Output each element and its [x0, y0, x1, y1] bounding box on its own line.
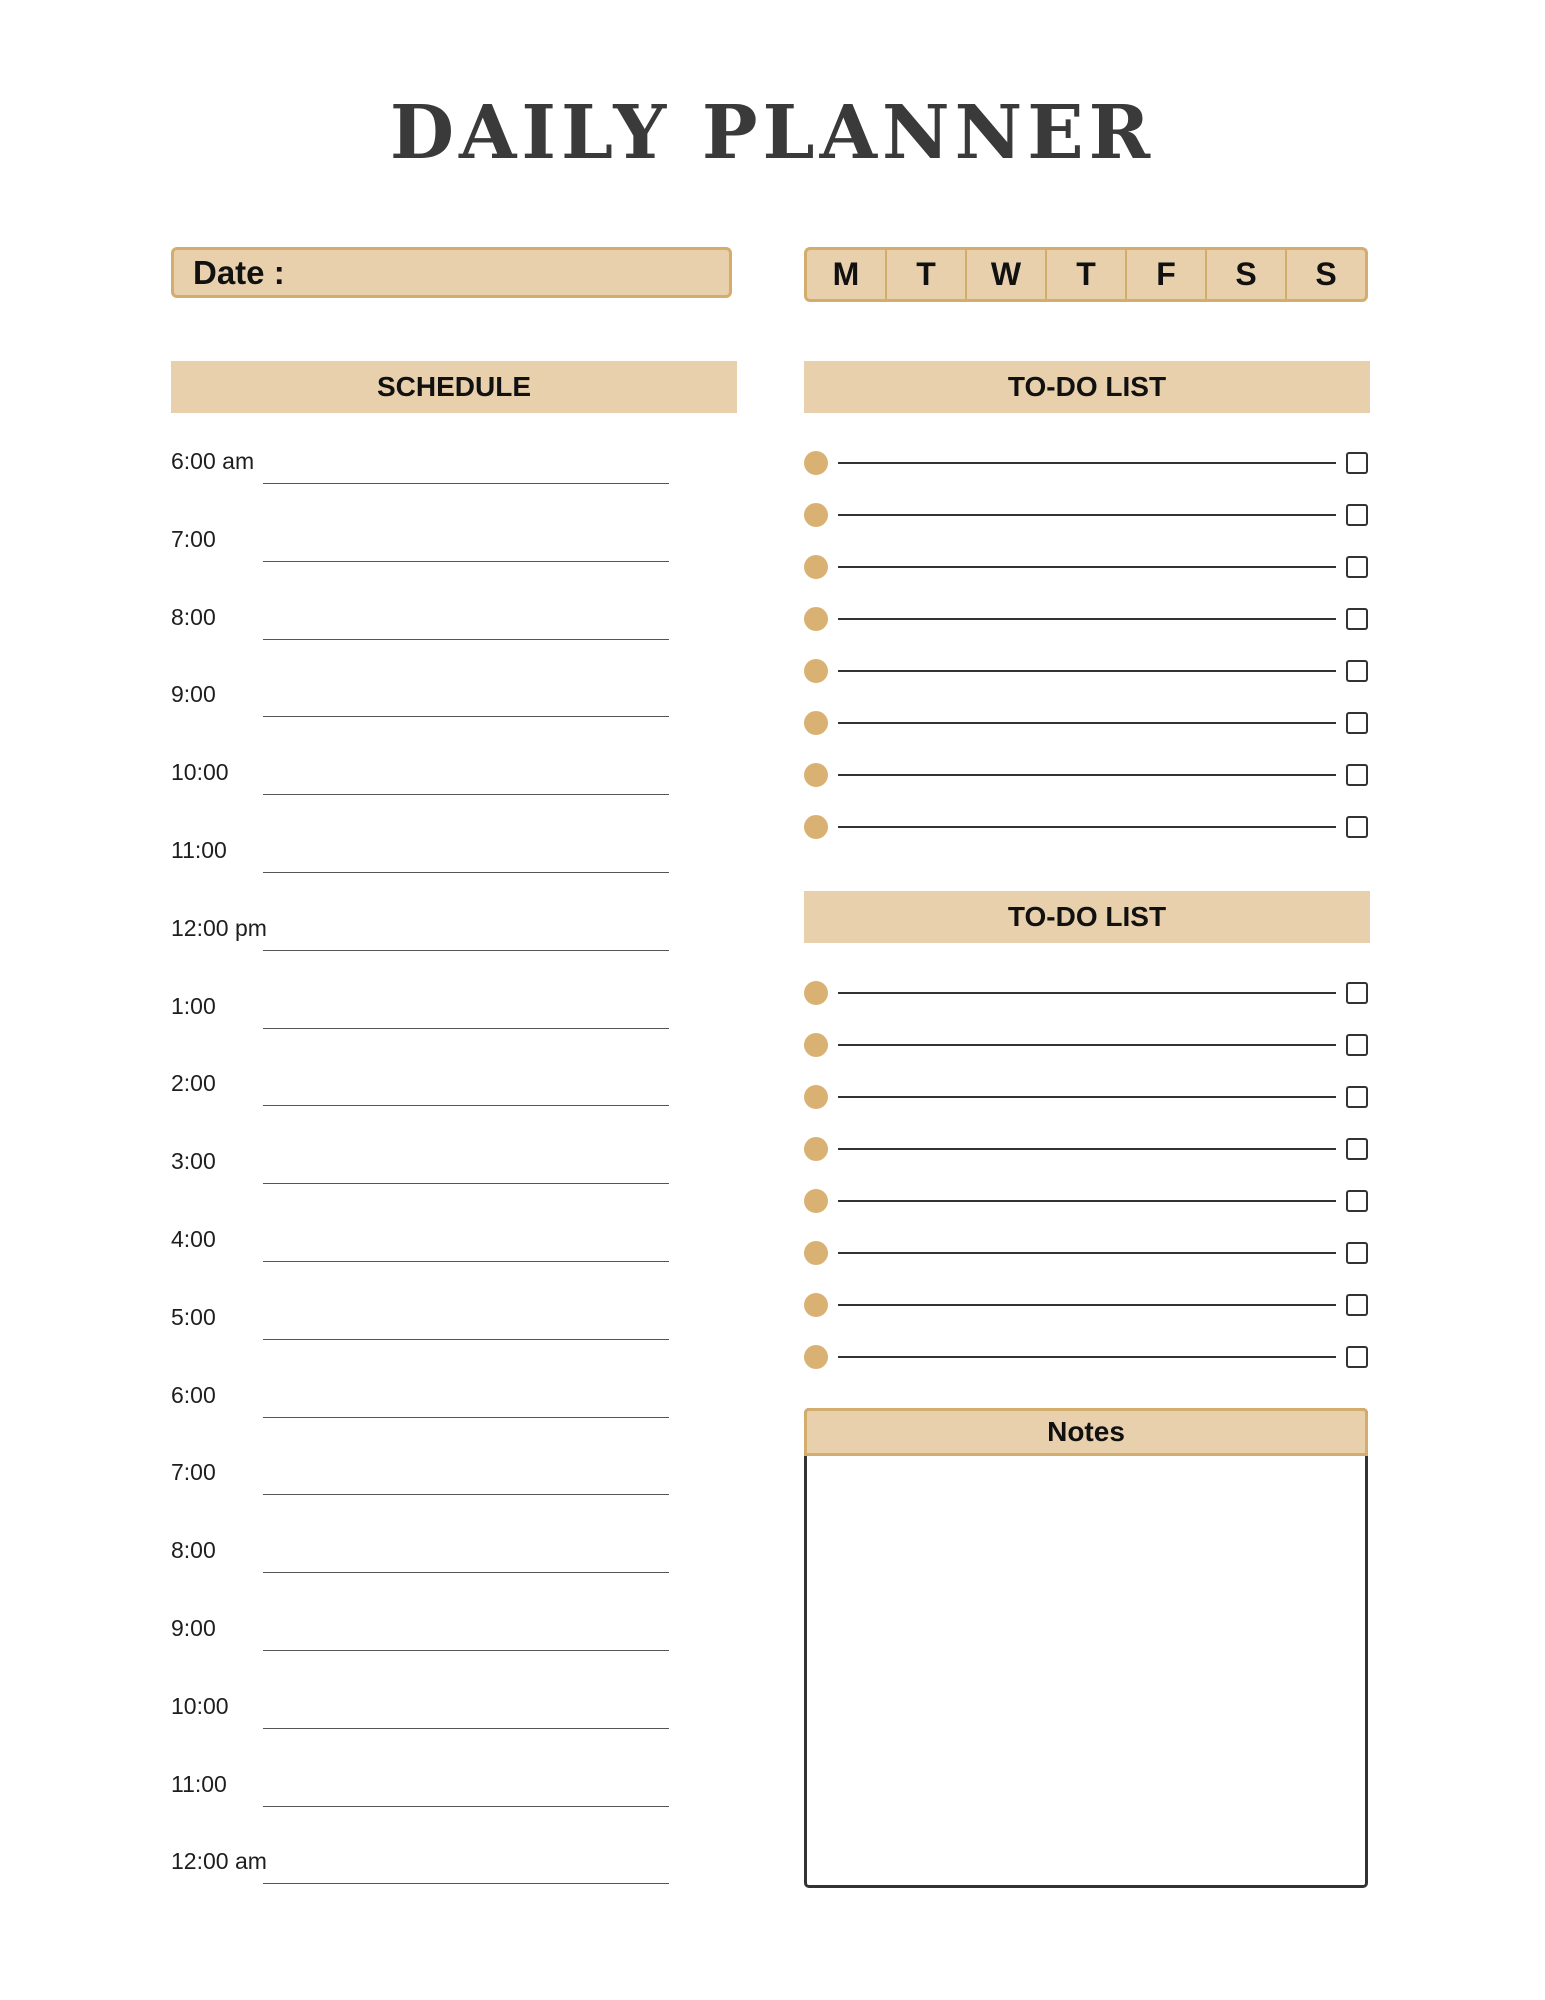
todo-item [804, 489, 1370, 541]
todo-checkbox[interactable] [1346, 764, 1368, 786]
schedule-slot [171, 907, 671, 985]
schedule-time: 2:00 [171, 1070, 216, 1097]
notes-header: Notes [804, 1408, 1368, 1456]
schedule-slot [171, 440, 671, 518]
todo-checkbox[interactable] [1346, 556, 1368, 578]
bullet-dot-icon [804, 1345, 828, 1369]
todo-checkbox[interactable] [1346, 452, 1368, 474]
schedule-entry-line[interactable] [263, 716, 669, 717]
todo-checkbox[interactable] [1346, 1294, 1368, 1316]
todo-checkbox[interactable] [1346, 660, 1368, 682]
schedule-entry-line[interactable] [263, 1883, 669, 1884]
schedule-entry-line[interactable] [263, 1339, 669, 1340]
todo-item [804, 697, 1370, 749]
schedule-entry-line[interactable] [263, 1572, 669, 1573]
bullet-dot-icon [804, 555, 828, 579]
schedule-entry-line[interactable] [263, 1728, 669, 1729]
schedule-time: 1:00 [171, 992, 216, 1019]
bullet-dot-icon [804, 659, 828, 683]
todo-entry-line[interactable] [838, 1044, 1336, 1046]
schedule-time: 7:00 [171, 525, 216, 552]
schedule-time: 6:00 [171, 1381, 216, 1408]
schedule-slot [171, 1451, 671, 1529]
bullet-dot-icon [804, 815, 828, 839]
bullet-dot-icon [804, 711, 828, 735]
bullet-dot-icon [804, 763, 828, 787]
schedule-entry-line[interactable] [263, 639, 669, 640]
todo-entry-line[interactable] [838, 670, 1336, 672]
todo-entry-line[interactable] [838, 1356, 1336, 1358]
date-label: Date : [193, 254, 285, 291]
weekday-selector [804, 247, 1368, 302]
day-tuesday[interactable]: T [885, 250, 965, 299]
todo-list-2-header: TO-DO LIST [804, 891, 1370, 943]
bullet-dot-icon [804, 1137, 828, 1161]
notes-area[interactable] [804, 1408, 1368, 1888]
todo-list-1-header: TO-DO LIST [804, 361, 1370, 413]
schedule-entry-line[interactable] [263, 950, 669, 951]
todo-item [804, 1331, 1370, 1383]
schedule-time: 7:00 [171, 1459, 216, 1486]
schedule-slot [171, 1062, 671, 1140]
schedule-entry-line[interactable] [263, 561, 669, 562]
todo-item [804, 801, 1370, 853]
bullet-dot-icon [804, 607, 828, 631]
schedule-slot [171, 1140, 671, 1218]
schedule-time: 3:00 [171, 1148, 216, 1175]
schedule-slot [171, 518, 671, 596]
todo-checkbox[interactable] [1346, 712, 1368, 734]
schedule-time: 4:00 [171, 1225, 216, 1252]
todo-item [804, 645, 1370, 697]
todo-list-2 [804, 967, 1370, 1383]
todo-item [804, 1175, 1370, 1227]
schedule-header: SCHEDULE [171, 361, 737, 413]
todo-entry-line[interactable] [838, 1096, 1336, 1098]
schedule-time: 8:00 [171, 1537, 216, 1564]
schedule-slot [171, 1529, 671, 1607]
schedule-entry-line[interactable] [263, 794, 669, 795]
date-field[interactable] [171, 247, 732, 298]
todo-entry-line[interactable] [838, 618, 1336, 620]
day-monday[interactable]: M [832, 256, 860, 292]
schedule-slot [171, 1685, 671, 1763]
schedule-time: 5:00 [171, 1303, 216, 1330]
schedule-time: 12:00 am [171, 1848, 267, 1875]
todo-checkbox[interactable] [1346, 1242, 1368, 1264]
todo-entry-line[interactable] [838, 722, 1336, 724]
todo-entry-line[interactable] [838, 462, 1336, 464]
schedule-time: 10:00 [171, 1692, 229, 1719]
page-title: DAILY PLANNER [389, 90, 1156, 176]
schedule-entry-line[interactable] [263, 1183, 669, 1184]
bullet-dot-icon [804, 451, 828, 475]
todo-entry-line[interactable] [838, 514, 1336, 516]
schedule-entry-line[interactable] [263, 483, 669, 484]
schedule-entry-line[interactable] [263, 1494, 669, 1495]
bullet-dot-icon [804, 1241, 828, 1265]
schedule-time: 11:00 [171, 836, 227, 863]
todo-item [804, 967, 1370, 1019]
day-wednesday[interactable]: W [965, 250, 1045, 299]
schedule-slot [171, 1296, 671, 1374]
schedule-slot [171, 751, 671, 829]
schedule-entry-line[interactable] [263, 872, 669, 873]
schedule-slot [171, 1607, 671, 1685]
todo-item [804, 1123, 1370, 1175]
schedule-entry-line[interactable] [263, 1417, 669, 1418]
schedule-slot [171, 1840, 671, 1918]
schedule-time: 11:00 [171, 1770, 227, 1797]
todo-list-1 [804, 437, 1370, 853]
todo-item [804, 1071, 1370, 1123]
todo-item [804, 1227, 1370, 1279]
bullet-dot-icon [804, 503, 828, 527]
schedule-entry-line[interactable] [263, 1261, 669, 1262]
todo-entry-line[interactable] [838, 1304, 1336, 1306]
bullet-dot-icon [804, 1033, 828, 1057]
schedule-slot [171, 1374, 671, 1452]
todo-entry-line[interactable] [838, 1200, 1336, 1202]
todo-checkbox[interactable] [1346, 1034, 1368, 1056]
bullet-dot-icon [804, 981, 828, 1005]
schedule-slot [171, 596, 671, 674]
bullet-dot-icon [804, 1189, 828, 1213]
schedule-slot [171, 829, 671, 907]
todo-checkbox[interactable] [1346, 1138, 1368, 1160]
schedule-entry-line[interactable] [263, 1650, 669, 1651]
todo-entry-line[interactable] [838, 992, 1336, 994]
schedule-entry-line[interactable] [263, 1028, 669, 1029]
schedule-entry-line[interactable] [263, 1806, 669, 1807]
todo-item [804, 1019, 1370, 1071]
schedule-entry-line[interactable] [263, 1105, 669, 1106]
day-friday[interactable]: F [1125, 250, 1205, 299]
todo-entry-line[interactable] [838, 566, 1336, 568]
schedule-slot [171, 673, 671, 751]
day-sunday[interactable]: S [1285, 250, 1365, 299]
todo-item [804, 437, 1370, 489]
day-saturday[interactable]: S [1205, 250, 1285, 299]
schedule-slot [171, 1763, 671, 1841]
todo-checkbox[interactable] [1346, 982, 1368, 1004]
todo-entry-line[interactable] [838, 826, 1336, 828]
todo-entry-line[interactable] [838, 774, 1336, 776]
todo-checkbox[interactable] [1346, 1190, 1368, 1212]
schedule-time: 8:00 [171, 603, 216, 630]
schedule-time: 12:00 pm [171, 914, 267, 941]
schedule-list [171, 440, 671, 1918]
bullet-dot-icon [804, 1085, 828, 1109]
todo-item [804, 749, 1370, 801]
todo-checkbox[interactable] [1346, 504, 1368, 526]
todo-checkbox[interactable] [1346, 816, 1368, 838]
bullet-dot-icon [804, 1293, 828, 1317]
todo-checkbox[interactable] [1346, 1086, 1368, 1108]
todo-item [804, 593, 1370, 645]
schedule-time: 10:00 [171, 759, 229, 786]
todo-entry-line[interactable] [838, 1252, 1336, 1254]
todo-checkbox[interactable] [1346, 608, 1368, 630]
todo-item [804, 541, 1370, 593]
schedule-time: 9:00 [171, 681, 216, 708]
day-thursday[interactable]: T [1045, 250, 1125, 299]
schedule-slot [171, 985, 671, 1063]
todo-entry-line[interactable] [838, 1148, 1336, 1150]
todo-item [804, 1279, 1370, 1331]
todo-checkbox[interactable] [1346, 1346, 1368, 1368]
schedule-time: 6:00 am [171, 448, 255, 474]
schedule-time: 9:00 [171, 1614, 216, 1641]
schedule-slot [171, 1218, 671, 1296]
